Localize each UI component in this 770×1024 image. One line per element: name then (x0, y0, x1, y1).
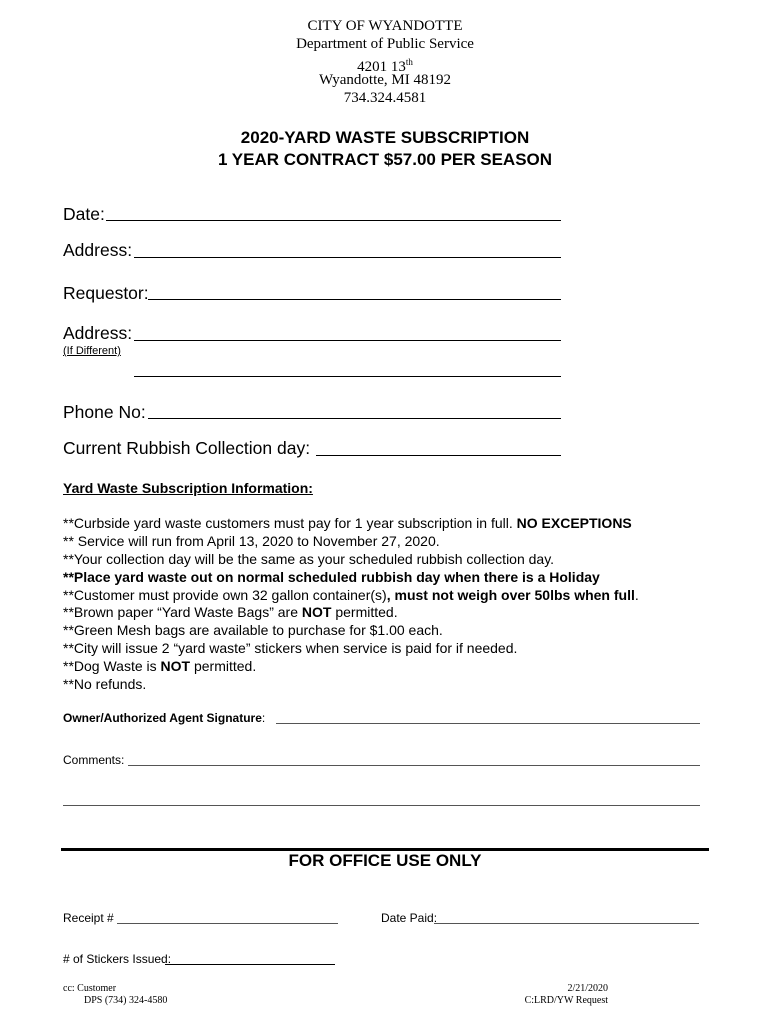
info-line-9-emphasis: NOT (160, 658, 191, 674)
info-heading: Yard Waste Subscription Information: (63, 480, 313, 496)
signature-label (63, 711, 265, 725)
comments-field[interactable] (128, 765, 700, 766)
info-line-6-end: permitted. (331, 604, 398, 620)
date-paid-label: Date Paid: (381, 911, 438, 925)
alt-address-field[interactable] (134, 340, 561, 341)
collection-day-label: Current Rubbish Collection day: (63, 438, 311, 458)
city-state-zip: Wyandotte, MI 48192 (319, 72, 451, 88)
info-line-5 (63, 587, 639, 605)
info-line-9 (63, 658, 256, 676)
info-line-9-text: **Dog Waste is (63, 658, 161, 674)
date-paid-field[interactable] (434, 923, 699, 924)
requestor-field[interactable] (148, 299, 561, 300)
info-line-1-emphasis: NO EXCEPTIONS (516, 515, 632, 531)
comments-label: Comments: (63, 753, 125, 767)
header-phone: 734.324.4581 (343, 90, 427, 106)
footer-date: 2/21/2020 (567, 983, 608, 994)
signature-label-text: Owner/Authorized Agent Signature (63, 711, 262, 725)
date-field[interactable] (106, 220, 561, 221)
info-line-9-end: permitted. (190, 658, 257, 674)
collection-day-field[interactable] (316, 455, 561, 456)
info-line-3: **Your collection day will be the same as your scheduled rubbish collection day. (63, 551, 555, 567)
info-line-5-end: . (634, 587, 639, 603)
info-line-6-text: **Brown paper “Yard Waste Bags” are (63, 604, 302, 620)
info-line-10: **No refunds. (63, 676, 147, 692)
info-line-2: ** Service will run from April 13, 2020 to November 27, 2020. (63, 533, 440, 549)
office-use-title: FOR OFFICE USE ONLY (288, 851, 482, 870)
info-line-4: **Place yard waste out on normal scheduled rubbish day when there is a Holiday (63, 569, 600, 585)
date-label: Date: (63, 204, 105, 224)
info-line-1 (63, 515, 632, 533)
address-label: Address: (63, 240, 133, 260)
info-line-6 (63, 604, 398, 622)
org-name: CITY OF WYANDOTTE (307, 18, 463, 34)
comments-field-line2[interactable] (63, 805, 700, 806)
info-line-1-text: **Curbside yard waste customers must pay for 1 year subscription in full. (63, 515, 517, 531)
department-name: Department of Public Service (296, 36, 474, 52)
phone-label: Phone No: (63, 402, 146, 422)
receipt-field[interactable] (117, 923, 338, 924)
info-line-6-emphasis: NOT (301, 604, 332, 620)
receipt-label: Receipt # (63, 911, 114, 925)
form-subtitle: 1 YEAR CONTRACT $57.00 PER SEASON (217, 150, 553, 169)
signature-field[interactable] (276, 723, 700, 724)
footer-ref: C:LRD/YW Request (524, 995, 608, 1006)
requestor-label: Requestor: (63, 283, 149, 303)
info-line-5-emphasis: , must not weigh over 50lbs when full (386, 587, 635, 603)
address-field[interactable] (134, 257, 561, 258)
form-title: 2020-YARD WASTE SUBSCRIPTION (240, 128, 530, 147)
info-line-5-text: **Customer must provide own 32 gallon container(s) (63, 587, 387, 603)
if-different-note: (If Different) (63, 345, 121, 357)
info-line-7: **Green Mesh bags are available to purchase for $1.00 each. (63, 622, 443, 638)
alt-address-field-line2[interactable] (134, 376, 561, 377)
stickers-field[interactable] (165, 964, 335, 965)
street-number: 4201 13 (357, 59, 406, 75)
stickers-label: # of Stickers Issued: (63, 952, 172, 966)
phone-field[interactable] (148, 418, 561, 419)
footer-dps: DPS (734) 324-4580 (84, 995, 168, 1006)
info-line-8: **City will issue 2 “yard waste” stickers when service is paid for if needed. (63, 640, 518, 656)
alt-address-label: Address: (63, 323, 133, 343)
street-suffix: th (405, 57, 413, 67)
footer-cc: cc: Customer (63, 983, 117, 994)
signature-colon: : (261, 711, 266, 725)
